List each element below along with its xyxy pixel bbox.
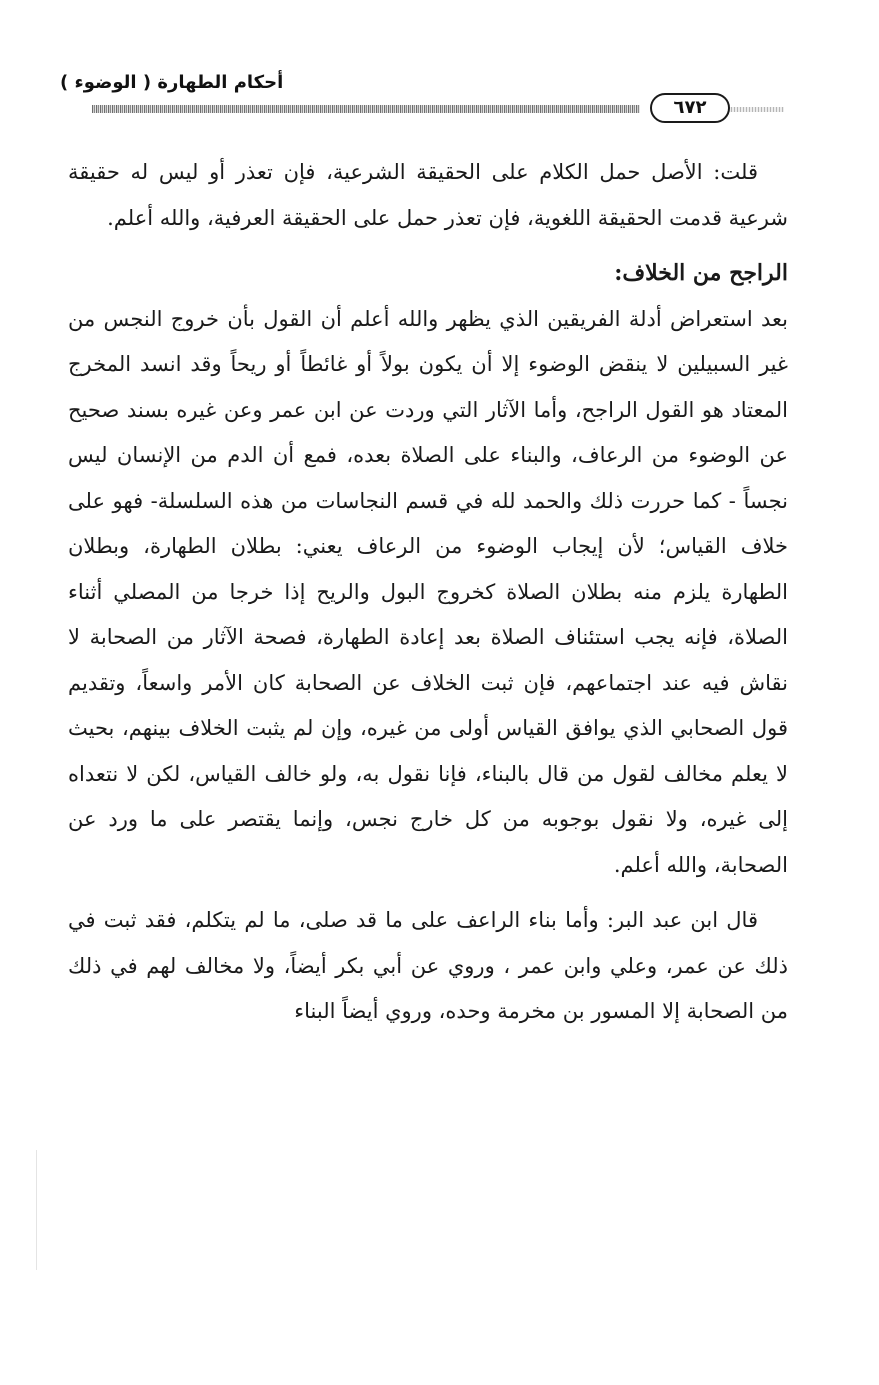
body-text: [68, 150, 788, 1035]
page-number: ٦٧٢: [650, 93, 730, 123]
header-rule-left: [92, 105, 640, 113]
header-rule-right: [728, 107, 784, 112]
paragraph-1: قلت: الأصل حمل الكلام على الحقيقة الشرعية، فإن تعذر أو ليس له حقيقة شرعية قدمت الحقيقة اللغوية، فإن تعذر حمل على الحقيقة العرفية، والله أعلم.: [68, 160, 788, 230]
margin-mark: [36, 1150, 37, 1270]
running-title: أحكام الطهارة ( الوضوء ): [60, 72, 284, 93]
paragraph-3: قال ابن عبد البر: وأما بناء الراعف على ما قد صلى، ما لم يتكلم، فقد ثبت في ذلك عن عمر، وعلي وابن عمر ، وروي عن أبي بكر أيضاً، ولا مخالف لهم في ذلك من الصحابة إلا المسور بن مخرمة وحده، وروي أيضاً البناء: [68, 908, 788, 1023]
paragraph-2: بعد استعراض أدلة الفريقين الذي يظهر والله أعلم أن القول بأن خروج النجس من غير السبيلين لا ينقض الوضوء إلا أن يكون بولاً أو غائطاً أو ريحاً وقد انسد المخرج المعتاد هو القول الراجح، وأما الآثار التي وردت عن ابن عمر وعن غيره بسند صحيح عن الوضوء من الرعاف، والبناء على الصلاة بعده، فمع أن الدم من الإنسان ليس نجساً - كما حررت ذلك والحمد لله في قسم النجاسات من هذه السلسلة- فهو على خلاف القياس؛ لأن إيجاب الوضوء من الرعاف يعني: بطلان الطهارة، وبطلان الطهارة يلزم منه بطلان الصلاة كخروج البول والريح إذا خرجا من المصلي أثناء الصلاة، فإنه يجب استئناف الصلاة بعد إعادة الطهارة، فصحة الآثار من الصحابة لا نقاش فيه عند اجتماعهم، فإن ثبت الخلاف عن الصحابة كان الأمر واسعاً، وتقديم قول الصحابي الذي يوافق القياس أولى من غيره، وإن لم يثبت الخلاف بينهم، بحيث لا يعلم مخالف لقول من قال بالبناء، فإنا نقول به، ولو خالف القياس، لكن لا نتعداه إلى غيره، ولا نقول بوجوبه من كل خارج نجس، وإنما يقتصر على ما ورد عن الصحابة، والله أعلم.: [68, 306, 788, 877]
section-heading: الراجح من الخلاف:: [614, 260, 788, 286]
